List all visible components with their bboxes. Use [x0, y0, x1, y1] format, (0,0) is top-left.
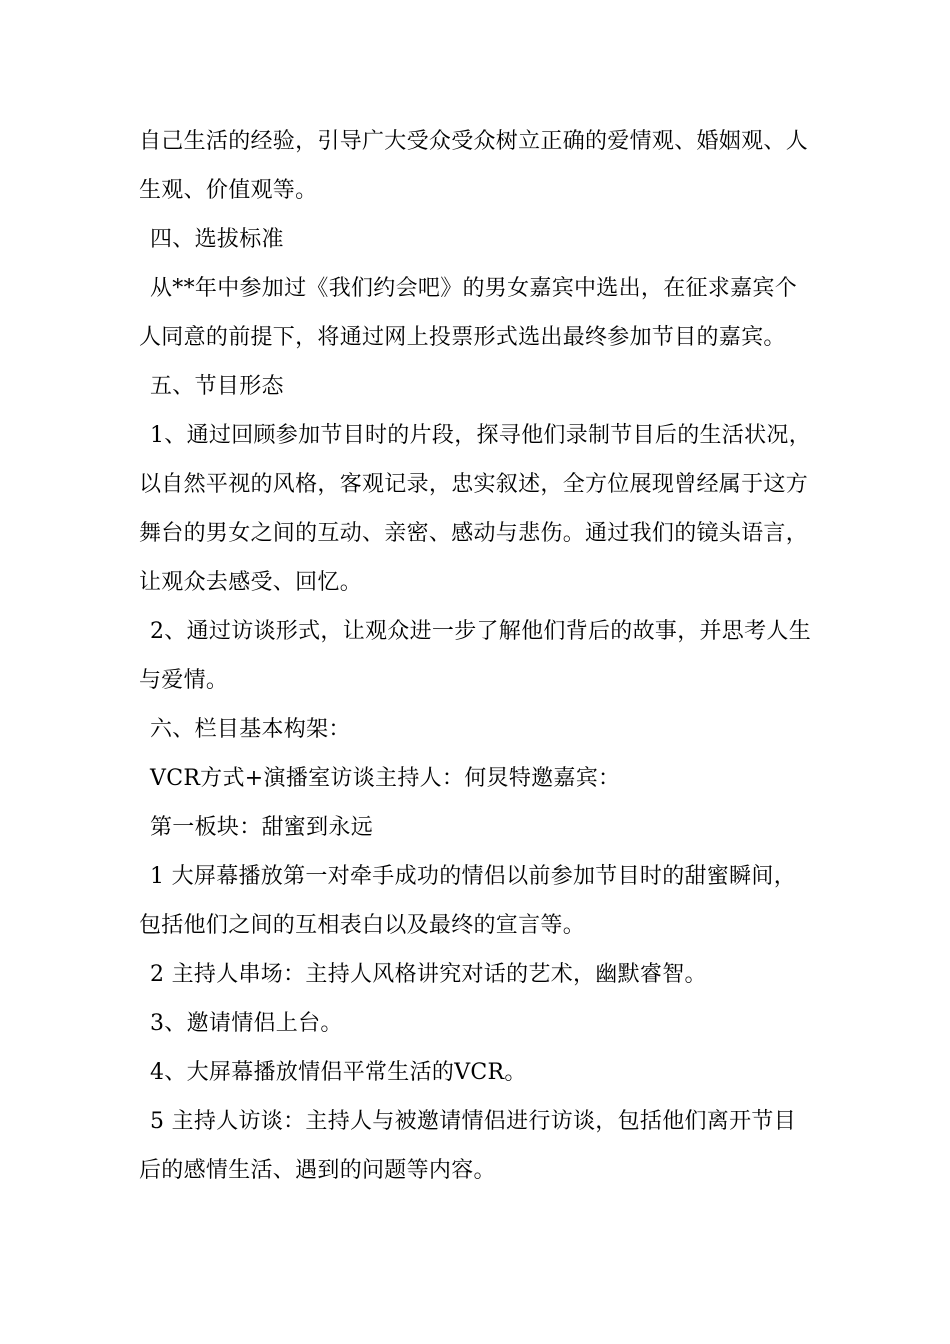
body-line: 2 主持人串场：主持人风格讲究对话的艺术，幽默睿智。 [150, 962, 707, 987]
body-line: 生观、价值观等。 [139, 178, 318, 203]
subsection-heading: 第一板块：甜蜜到永远 [150, 815, 374, 840]
body-line: VCR方式+演播室访谈主持人：何炅特邀嘉宾： [150, 766, 621, 791]
body-line: 1、通过回顾参加节目时的片段，探寻他们录制节目后的生活状况， [150, 423, 811, 448]
body-line: 以自然平视的风格，客观记录，忠实叙述，全方位展现曾经属于这方 [139, 472, 809, 497]
body-line: 包括他们之间的互相表白以及最终的宣言等。 [139, 913, 586, 938]
body-line: 后的感情生活、遇到的问题等内容。 [139, 1158, 496, 1183]
body-line: 从**年中参加过《我们约会吧》的男女嘉宾中选出，在征求嘉宾个 [150, 276, 798, 301]
body-line: 2、通过访谈形式，让观众进一步了解他们背后的故事，并思考人生 [150, 619, 811, 644]
document-body [139, 117, 829, 1195]
body-line: 自己生活的经验，引导广大受众受众树立正确的爱情观、婚姻观、人 [139, 129, 809, 154]
body-line: 3、邀请情侣上台。 [150, 1011, 343, 1036]
body-line: 舞台的男女之间的互动、亲密、感动与悲伤。通过我们的镜头语言， [139, 521, 809, 546]
body-line: 与爱情。 [139, 668, 229, 693]
body-line: 让观众去感受、回忆。 [139, 570, 363, 595]
section-heading: 六、栏目基本构架： [150, 717, 351, 742]
body-line: 4、大屏幕播放情侣平常生活的VCR。 [150, 1060, 527, 1085]
body-line: 5 主持人访谈：主持人与被邀请情侣进行访谈，包括他们离开节目 [150, 1109, 796, 1134]
body-line: 1 大屏幕播放第一对牵手成功的情侣以前参加节目时的甜蜜瞬间， [150, 864, 796, 889]
body-line: 人同意的前提下，将通过网上投票形式选出最终参加节目的嘉宾。 [139, 325, 786, 350]
section-heading: 五、节目形态 [150, 374, 284, 399]
section-heading: 四、选拔标准 [150, 227, 284, 252]
